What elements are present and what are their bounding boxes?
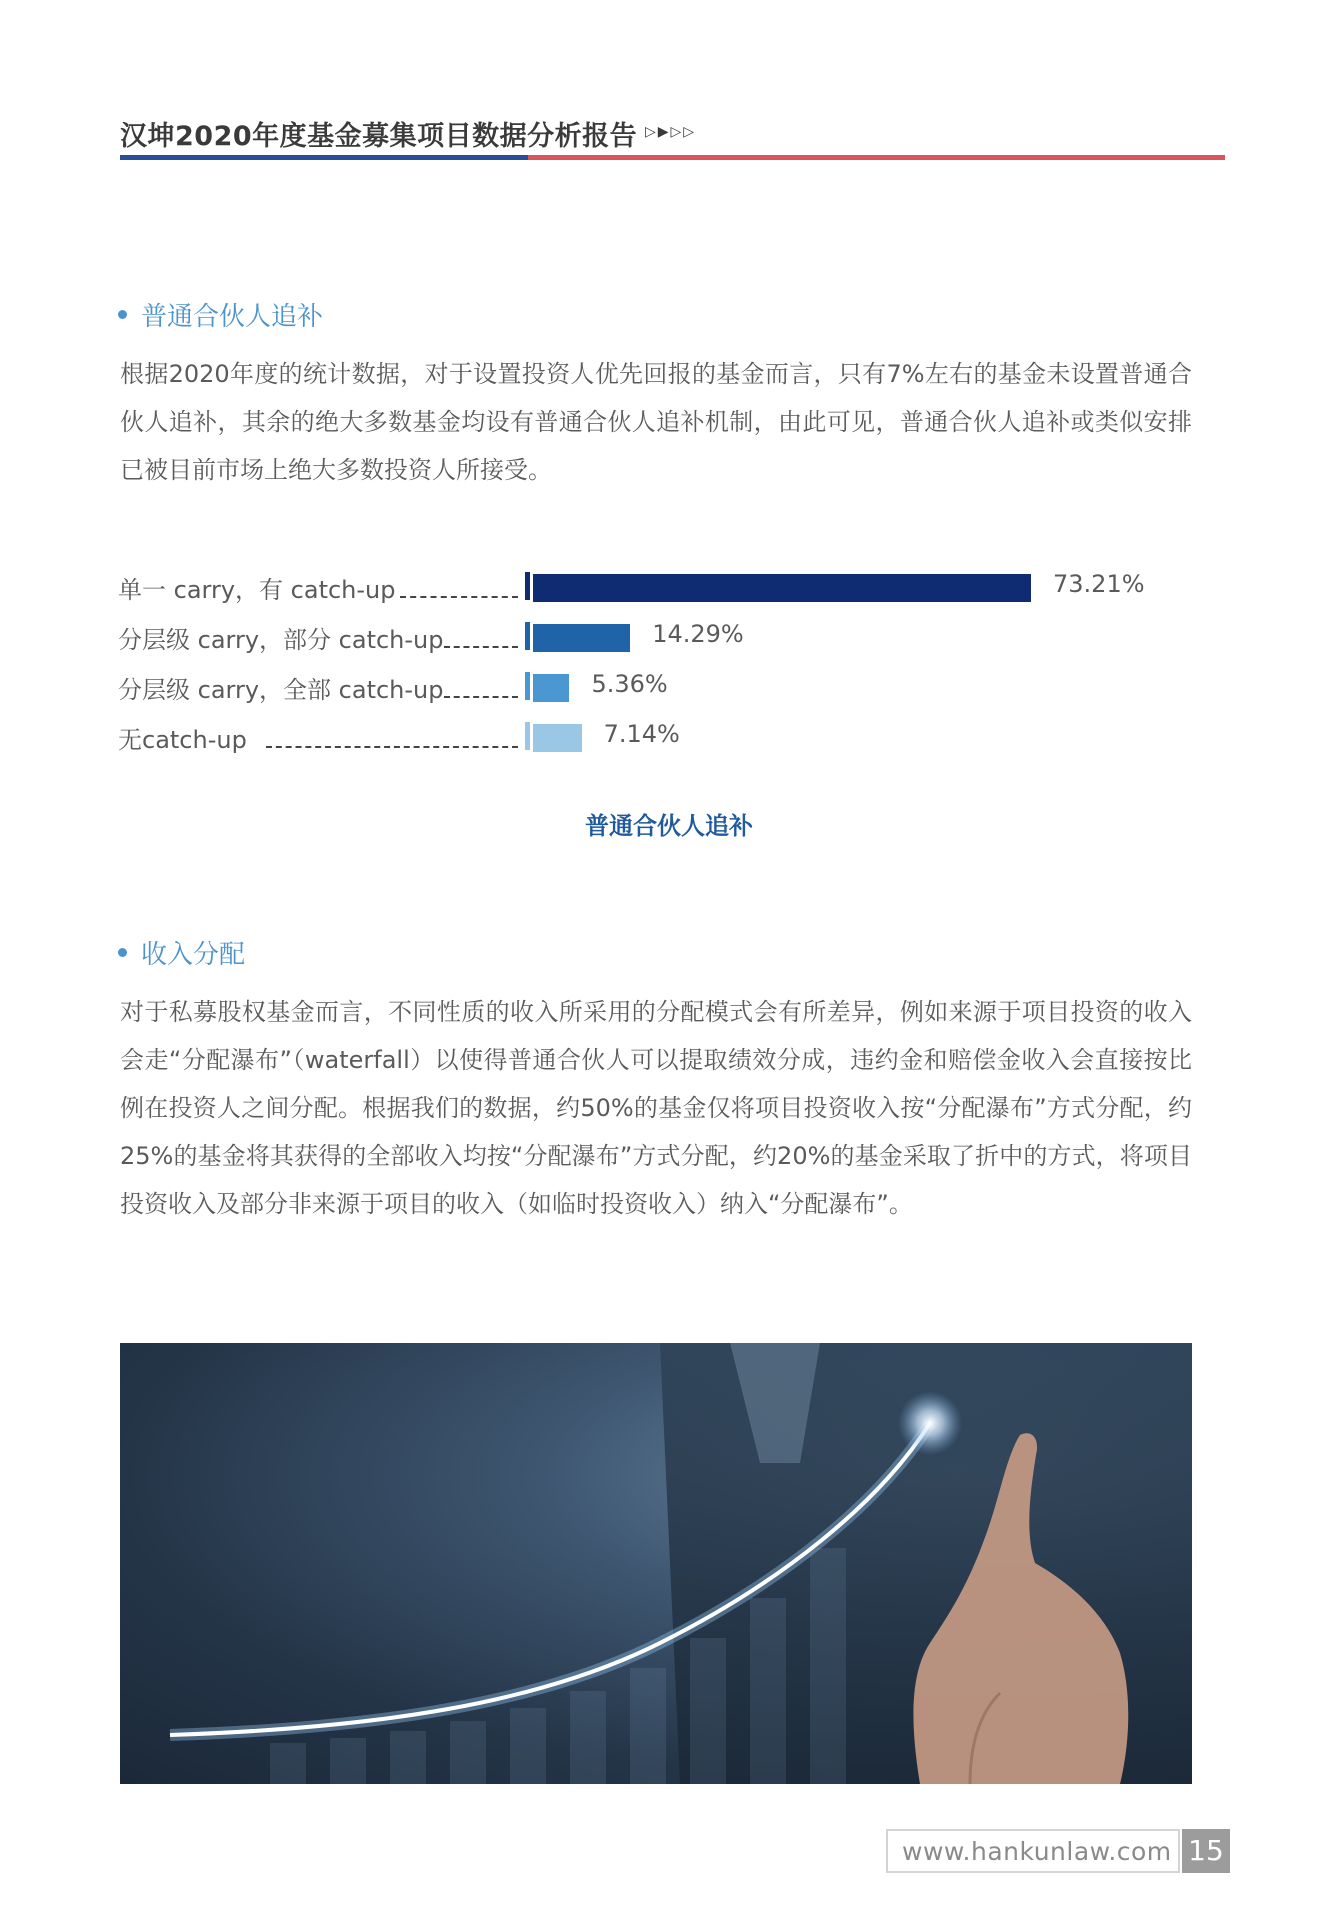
section-heading-label: 收入分配	[141, 940, 246, 970]
report-title: 汉坤2020年度基金募集项目数据分析报告	[120, 121, 638, 152]
section-heading-label: 普通合伙人追补	[141, 302, 324, 332]
section-body-paragraph: 对于私募股权基金而言，不同性质的收入所采用的分配模式会有所差异，例如来源于项目投资的收入会走“分配瀑布”（waterfall）以使得普通合伙人可以提取绩效分成，违约金和赔偿金收入会直接按比例在投资人之间分配。根据我们的数据，约50%的基金仅将项目投资收入按“分配瀑布”方式分配，约25%的基金将其获得的全部收入均按“分配瀑布”方式分配，约20%的基金采取了折中的方式，将项目投资收入及部分非来源于项目的收入（如临时投资收入）纳入“分配瀑布”。	[120, 998, 1192, 1218]
header-rule-blue	[120, 155, 528, 160]
leader-line	[444, 696, 518, 698]
header-rule-red	[528, 155, 1225, 160]
bar	[533, 674, 569, 702]
bar-chart	[118, 566, 1218, 766]
value-label: 5.36%	[591, 670, 668, 698]
arrow-decoration-icon: ▷▶▷▷	[645, 124, 697, 140]
bar-tick	[525, 572, 530, 600]
section-heading-income-distribution	[118, 934, 245, 971]
bullet-dot-icon	[118, 310, 127, 319]
value-label: 14.29%	[652, 620, 744, 648]
chart-row	[118, 666, 1218, 706]
value-label: 73.21%	[1053, 570, 1145, 598]
category-label: 单一 carry，有 catch-up	[118, 576, 396, 604]
bar-tick	[525, 722, 530, 750]
bar	[533, 624, 630, 652]
category-label: 分层级 carry，部分 catch-up	[118, 626, 444, 654]
chart-row	[118, 616, 1218, 656]
growth-arrow-photo	[120, 1343, 1192, 1784]
bar	[533, 724, 582, 752]
bar-tick	[525, 622, 530, 650]
bar	[533, 574, 1031, 602]
category-label: 分层级 carry，全部 catch-up	[118, 676, 444, 704]
leader-line	[266, 746, 518, 748]
chart-row	[118, 566, 1218, 606]
section-heading-gp-catchup	[118, 296, 323, 333]
footer-url: www.hankunlaw.com	[902, 1837, 1172, 1866]
value-label: 7.14%	[603, 720, 680, 748]
section-body-paragraph: 根据2020年度的统计数据，对于设置投资人优先回报的基金而言，只有7%左右的基金未设置普通合伙人追补，其余的绝大多数基金均设有普通合伙人追补机制，由此可见，普通合伙人追补或类似安排已被目前市场上绝大多数投资人所接受。	[120, 360, 1192, 484]
bar-tick	[525, 672, 530, 700]
leader-line	[400, 596, 518, 598]
leader-line	[444, 646, 518, 648]
rising-curve-graphic	[120, 1343, 1192, 1784]
chart-row	[118, 716, 1218, 756]
bullet-dot-icon	[118, 948, 127, 957]
page-number: 15	[1188, 1834, 1224, 1867]
chart-title: 普通合伙人追补	[585, 812, 753, 840]
category-label: 无catch-up	[118, 726, 247, 754]
